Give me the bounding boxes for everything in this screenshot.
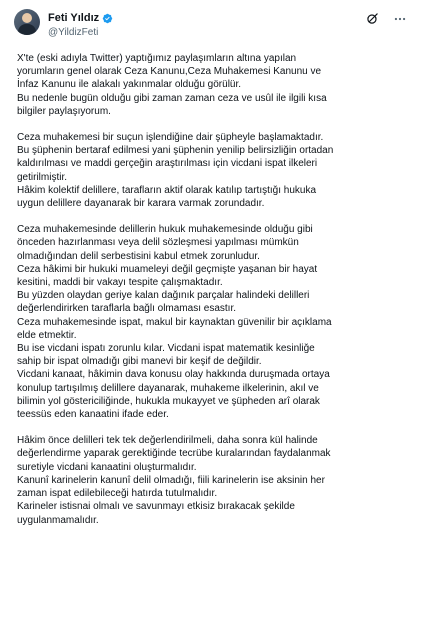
avatar[interactable] xyxy=(14,9,40,35)
text-line: zaman ispat edilebileceği hatırda tutulmalıdır. xyxy=(17,488,218,500)
text-line: X'te (eski adıyla Twitter) yaptığımız paylaşımların altına yapılan xyxy=(17,53,297,64)
author-display-name[interactable]: Feti Yıldız xyxy=(48,12,100,24)
text-line: Kanunî karinelerin kanunî delil olmadığı, fiili karinelerin ise aksinin her xyxy=(17,474,325,486)
text-line: uygun delillere dayanarak bir karara varmak zorundadır. xyxy=(17,198,265,210)
text-line: yorumların genel olarak Ceza Kanunu,Ceza Muhakemesi Kanunu ve xyxy=(17,66,322,78)
avatar-head-shape xyxy=(22,13,32,23)
text-line: Hâkim önce delilleri tek tek değerlendirilmeli, daha sonra kül halinde xyxy=(17,435,318,447)
text-line: Bu şüphenin bertaraf edilmesi yani şüphenin yenilip belirsizliğin ortadan xyxy=(17,145,334,157)
text-line: sahip bir ispat olmadığı gibi manevi bir keşif de değildir. xyxy=(17,356,262,368)
text-line: İnfaz Kanunu ile alakalı yakınmalar olduğu görülür. xyxy=(17,79,242,91)
text-line: Bu yüzden olaydan geriye kalan dağınık parçalar halindeki delilleri xyxy=(17,290,310,302)
text-line: olmadığından delil serbestisini kabul etmek zorunludur. xyxy=(17,250,260,262)
text-line: elde etmektir. xyxy=(17,329,77,341)
text-line: Karineler istisnai olmalı ve savunmayı etkisiz bırakacak şekilde xyxy=(17,501,295,513)
text-line: bilimin yol göstericiliğinde, hukukla mukayyet ve şüpheden arî olarak xyxy=(17,395,320,407)
author-handle[interactable]: @YildizFeti xyxy=(48,27,99,38)
text-line: önceden hazırlanması veya delil sözleşmesi yapılması mümkün xyxy=(17,237,299,249)
tweet-text xyxy=(17,52,413,540)
text-line: bilgiler paylaşıyorum. xyxy=(17,105,111,117)
text-line: getirilmiştir. xyxy=(17,171,68,183)
tweet-paragraph xyxy=(17,52,413,118)
grok-icon[interactable] xyxy=(366,12,379,25)
text-line: suretiyle vicdani kanaatini oluşturmalıdır. xyxy=(17,461,197,473)
tweet-header xyxy=(0,0,421,52)
text-line: Bu ise vicdani ispatı zorunlu kılar. Vicdani ispat matematik kesinliğe xyxy=(17,343,315,355)
text-line: Ceza muhakemesi bir suçun işlendiğine dair şüpheyle başlamaktadır. xyxy=(17,132,324,144)
text-line: değerlendirme yaparak gerektiğinde tecrübe kuralarından faydalanmak xyxy=(17,448,331,460)
author-name-row xyxy=(48,12,113,25)
text-line: Bu nedenle bugün olduğu gibi zaman zaman ceza ve usûl ile ilgili kısa xyxy=(17,92,327,104)
text-line: Ceza muhakemesinde delillerin hukuk muhakemesinde olduğu gibi xyxy=(17,224,313,236)
text-line: Ceza muhakemesinde ispat, makul bir kaynaktan güvenilir bir açıklama xyxy=(17,316,332,328)
tweet-paragraph xyxy=(17,434,413,526)
text-line: uygulanmamalıdır. xyxy=(17,514,99,526)
tweet-paragraph xyxy=(17,223,413,421)
text-line: kaldırılması ve maddi gerçeğin araştırılması için vicdani ispat ilkeleri xyxy=(17,158,318,170)
more-options-icon[interactable] xyxy=(393,12,407,26)
text-line: değerlendirirken taraflarla bağlı olmaması esastır. xyxy=(17,303,236,315)
text-line: Vicdani kanaat, hâkimin dava konusu olay hakkında duruşmada ortaya xyxy=(17,369,330,381)
tweet-paragraph xyxy=(17,131,413,210)
text-line: teessüs eden kanaatini ifade eder. xyxy=(17,409,169,421)
verified-badge-icon xyxy=(102,13,113,24)
text-line: Hâkim kolektif delillere, tarafların aktif olarak katılıp tartıştığı hukuka xyxy=(17,184,317,196)
text-line: Ceza hâkimi bir hukuki muameleyi değil geçmişte yaşanan bir hayat xyxy=(17,263,318,275)
text-line: kesitini, maddi bir vakayı tespite çalışmaktadır. xyxy=(17,277,223,289)
avatar-body-shape xyxy=(18,24,36,35)
text-line: konulup tartışılmış delillere dayanarak, muhakeme ilkelerinin, akıl ve xyxy=(17,382,319,394)
